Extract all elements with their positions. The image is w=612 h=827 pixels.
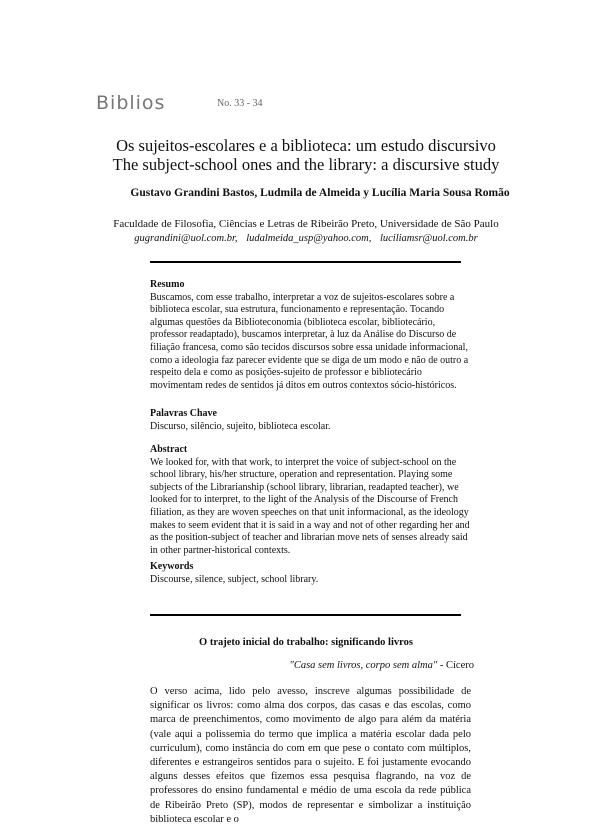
keywords-text: Discourse, silence, subject, school library. xyxy=(150,573,319,585)
keywords-section xyxy=(150,561,470,586)
divider-top xyxy=(150,261,461,263)
resumo-heading: Resumo xyxy=(150,279,185,290)
body-paragraph: O verso acima, lido pelo avesso, inscreve algumas possibilidade de significar os livros: como alma dos corpos, das casas e das escolas, como marca de preenchimentos, como movimento de algo para além da matéria (vale aqui a polissemia do termo que implica a matéria escolar dada pelo curriculum), como instância do com em que pese o contato com múltiplos, diferentes e estrangeiros sentidos para o sujeito. E foi justamente evocando alguns desses efeitos que fizemos essa pesquisa flagrando, na voz de professores do ensino fundamental e médio de uma escola da rede pública de Ribeirão Preto (SP), modos de representar e simbolizar a instituição biblioteca escolar e o xyxy=(150,686,471,825)
epigraph xyxy=(289,660,474,671)
palavras-chave-text: Discurso, silêncio, sujeito, biblioteca escolar. xyxy=(150,420,331,432)
epigraph-author: - Cícero xyxy=(437,660,474,671)
issue-number: No. 33 - 34 xyxy=(217,98,263,109)
authors: Gustavo Grandini Bastos, Ludmila de Almeida y Lucília Maria Sousa Romão xyxy=(130,187,510,199)
abstract-section xyxy=(150,444,470,557)
title-portuguese: Os sujeitos-escolares e a biblioteca: um estudo discursivo xyxy=(116,136,496,155)
epigraph-quote: "Casa sem livros, corpo sem alma" xyxy=(289,660,438,671)
title-english: The subject-school ones and the library: a discursive study xyxy=(112,155,500,174)
emails xyxy=(0,233,612,244)
divider-bottom xyxy=(150,614,461,616)
email-link[interactable]: luciliamsr@uol.com.br xyxy=(379,233,478,244)
palavras-chave-heading: Palavras Chave xyxy=(150,408,217,419)
email-link[interactable]: gugrandini@uol.com.br, xyxy=(134,233,238,244)
abstract-heading: Abstract xyxy=(150,444,188,455)
palavras-chave-section xyxy=(150,408,470,433)
section-heading: O trajeto inicial do trabalho: significando livros xyxy=(199,637,413,648)
resumo-section xyxy=(150,279,470,392)
email-link[interactable]: ludalmeida_usp@yahoo.com, xyxy=(246,233,372,244)
affiliation: Faculdade de Filosofia, Ciências e Letras de Ribeirão Preto, Universidade de São Paulo xyxy=(113,218,499,230)
keywords-heading: Keywords xyxy=(150,561,194,572)
abstract-text: We looked for, with that work, to interpret the voice of subject-school on the school library, his/her structure, operation and representation. Playing some subjects of the Librarianship (school library, librarian, readapted teacher), we looked for to interpret, to the light of the Analysis of the Discourse of French filiation, as they are woven speeches on that unit informacional, as the ideology makes to seem evident that it is said in a way and not of other regarding her and as the position-subject of teacher and librarian move nets of senses already said in other partner-historical contexts. xyxy=(150,456,470,556)
resumo-text: Buscamos, com esse trabalho, interpretar a voz de sujeitos-escolares sobre a biblioteca escolar, sua estrutura, funcionamento e representação. Tocando algumas questões da Biblioteconomia (biblioteca escolar, bibliotecário, professor readaptado), buscamos interpretar, à luz da Análise do Discurso de filiação francesa, como são tecidos discursos sobre essa unidade informacional, como a ideologia faz parecer evidente que se diga de um modo e não de outro a respeito dela e como as posições-sujeito de professor e bibliotecário movimentam redes de sentidos já ditos em outros contextos sócio-históricos. xyxy=(150,291,469,391)
journal-name: Biblios xyxy=(96,92,166,114)
